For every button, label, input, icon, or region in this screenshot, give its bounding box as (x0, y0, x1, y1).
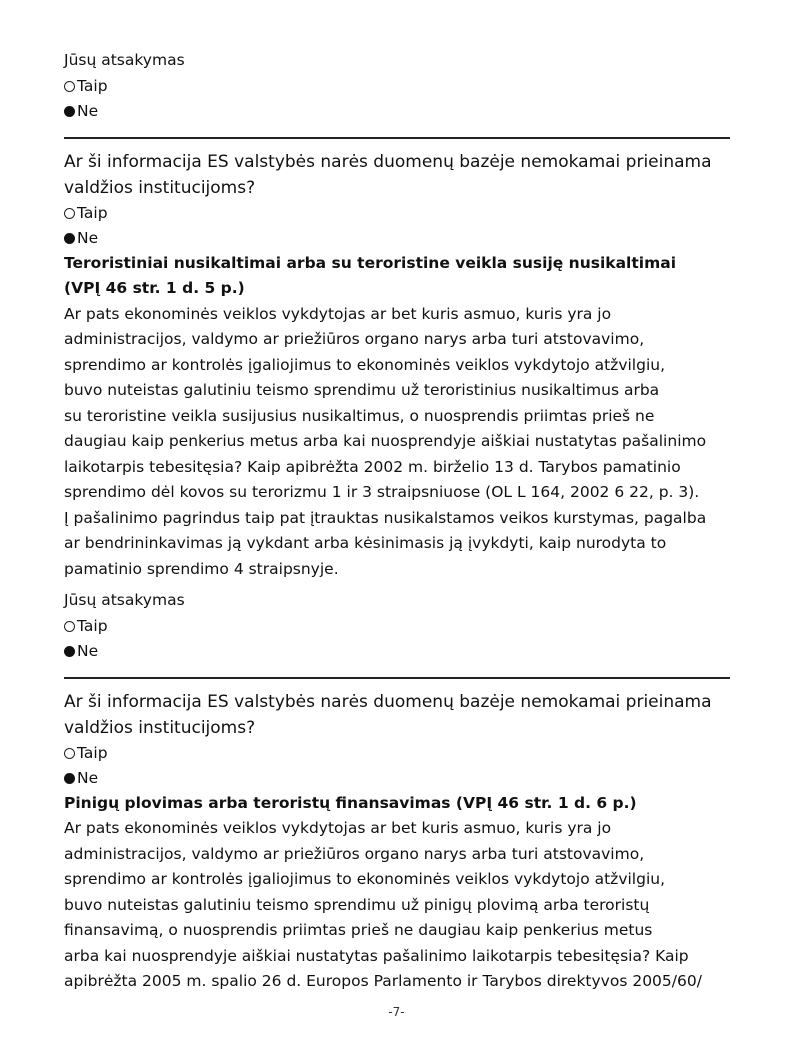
option-no[interactable]: Ne (64, 766, 734, 791)
question-line: Ar ši informacija ES valstybės narės duomenų bazėje nemokamai prieinama (64, 151, 712, 172)
option-no[interactable]: Ne (64, 639, 734, 664)
section-money-laundering (64, 791, 734, 995)
body-line: Į pašalinimo pagrindus taip pat įtrauktas nusikalstamos veikos kurstymas, pagalba (64, 508, 707, 527)
body-line: pamatinio sprendimo 4 straipsnyje. (64, 559, 339, 578)
body-line: finansavimą, o nuosprendis priimtas prieš ne daugiau kaip penkerius metus (64, 921, 653, 939)
radio-empty-icon[interactable] (64, 748, 75, 759)
answer-label: Jūsų atsakymas (64, 51, 185, 69)
body-line: arba kai nuosprendyje aiškiai nustatytas pašalinimo laikotarpis tebesitęsia? Kaip (64, 946, 689, 965)
radio-filled-icon[interactable] (64, 646, 75, 657)
option-yes[interactable]: Taip (64, 201, 734, 226)
body-line: sprendimo dėl kovos su terorizmu 1 ir 3 straipsniuose (OL L 164, 2002 6 22, p. 3). (64, 483, 700, 501)
divider (64, 137, 730, 139)
question-line: Ar ši informacija ES valstybės narės duomenų bazėje nemokamai prieinama (64, 691, 712, 712)
section-heading: (VPĮ 46 str. 1 d. 5 p.) (64, 279, 245, 297)
radio-empty-icon[interactable] (64, 621, 75, 632)
question-line: valdžios institucijoms? (64, 177, 256, 198)
database-question-block-2 (64, 689, 734, 791)
option-no[interactable]: Ne (64, 99, 734, 124)
body-line: sprendimo ar kontrolės įgaliojimus to ekonominės veiklos vykdytojo atžvilgiu, (64, 355, 665, 374)
section-heading: Pinigų plovimas arba teroristų finansavimas (VPĮ 46 str. 1 d. 6 p.) (64, 793, 637, 812)
body-line: laikotarpis tebesitęsia? Kaip apibrėžta 2002 m. birželio 13 d. Tarybos pamatinio (64, 457, 681, 476)
body-line: Ar pats ekonominės veiklos vykdytojas ar bet kuris asmuo, kuris yra jo (64, 304, 612, 323)
body-line: daugiau kaip penkerius metus arba kai nuosprendyje aiškiai nustatytas pašalinimo (64, 432, 707, 450)
body-line: buvo nuteistas galutiniu teismo sprendimu už teroristinius nusikaltimus arba (64, 381, 660, 399)
radio-empty-icon[interactable] (64, 208, 75, 219)
body-line: buvo nuteistas galutiniu teismo sprendimu už pinigų plovimą arba teroristų (64, 895, 650, 914)
radio-empty-icon[interactable] (64, 81, 75, 92)
body-line: su teroristine veikla susijusius nusikaltimus, o nuosprendis priimtas prieš ne (64, 406, 655, 425)
section-heading: Teroristiniai nusikaltimai arba su teroristine veikla susiję nusikaltimai (64, 253, 677, 272)
radio-filled-icon[interactable] (64, 233, 75, 244)
body-line: sprendimo ar kontrolės įgaliojimus to ekonominės veiklos vykdytojo atžvilgiu, (64, 870, 665, 888)
radio-filled-icon[interactable] (64, 106, 75, 117)
body-line: ar bendrininkavimas ją vykdant arba kėsinimasis ją įvykdyti, kaip nurodyta to (64, 534, 667, 552)
database-question-block-1 (64, 149, 734, 251)
question-line: valdžios institucijoms? (64, 717, 256, 738)
option-no[interactable]: Ne (64, 226, 734, 251)
option-yes[interactable]: Taip (64, 741, 734, 766)
body-line: apibrėžta 2005 m. spalio 26 d. Europos Parlamento ir Tarybos direktyvos 2005/60/ (64, 972, 702, 990)
section-body (64, 302, 734, 583)
option-yes[interactable]: Taip (64, 614, 734, 639)
divider (64, 677, 730, 679)
body-line: administracijos, valdymo ar priežiūros organo narys arba turi atstovavimo, (64, 330, 645, 348)
body-line: Ar pats ekonominės veiklos vykdytojas ar bet kuris asmuo, kuris yra jo (64, 819, 612, 837)
document-page (64, 48, 734, 995)
option-yes[interactable]: Taip (64, 74, 734, 99)
answer-label: Jūsų atsakymas (64, 591, 185, 609)
radio-filled-icon[interactable] (64, 773, 75, 784)
answer-block-1 (64, 48, 734, 124)
page-number: -7- (388, 1005, 405, 1019)
section-body (64, 816, 734, 995)
body-line: administracijos, valdymo ar priežiūros organo narys arba turi atstovavimo, (64, 844, 645, 863)
section-terrorist-offences (64, 251, 734, 664)
